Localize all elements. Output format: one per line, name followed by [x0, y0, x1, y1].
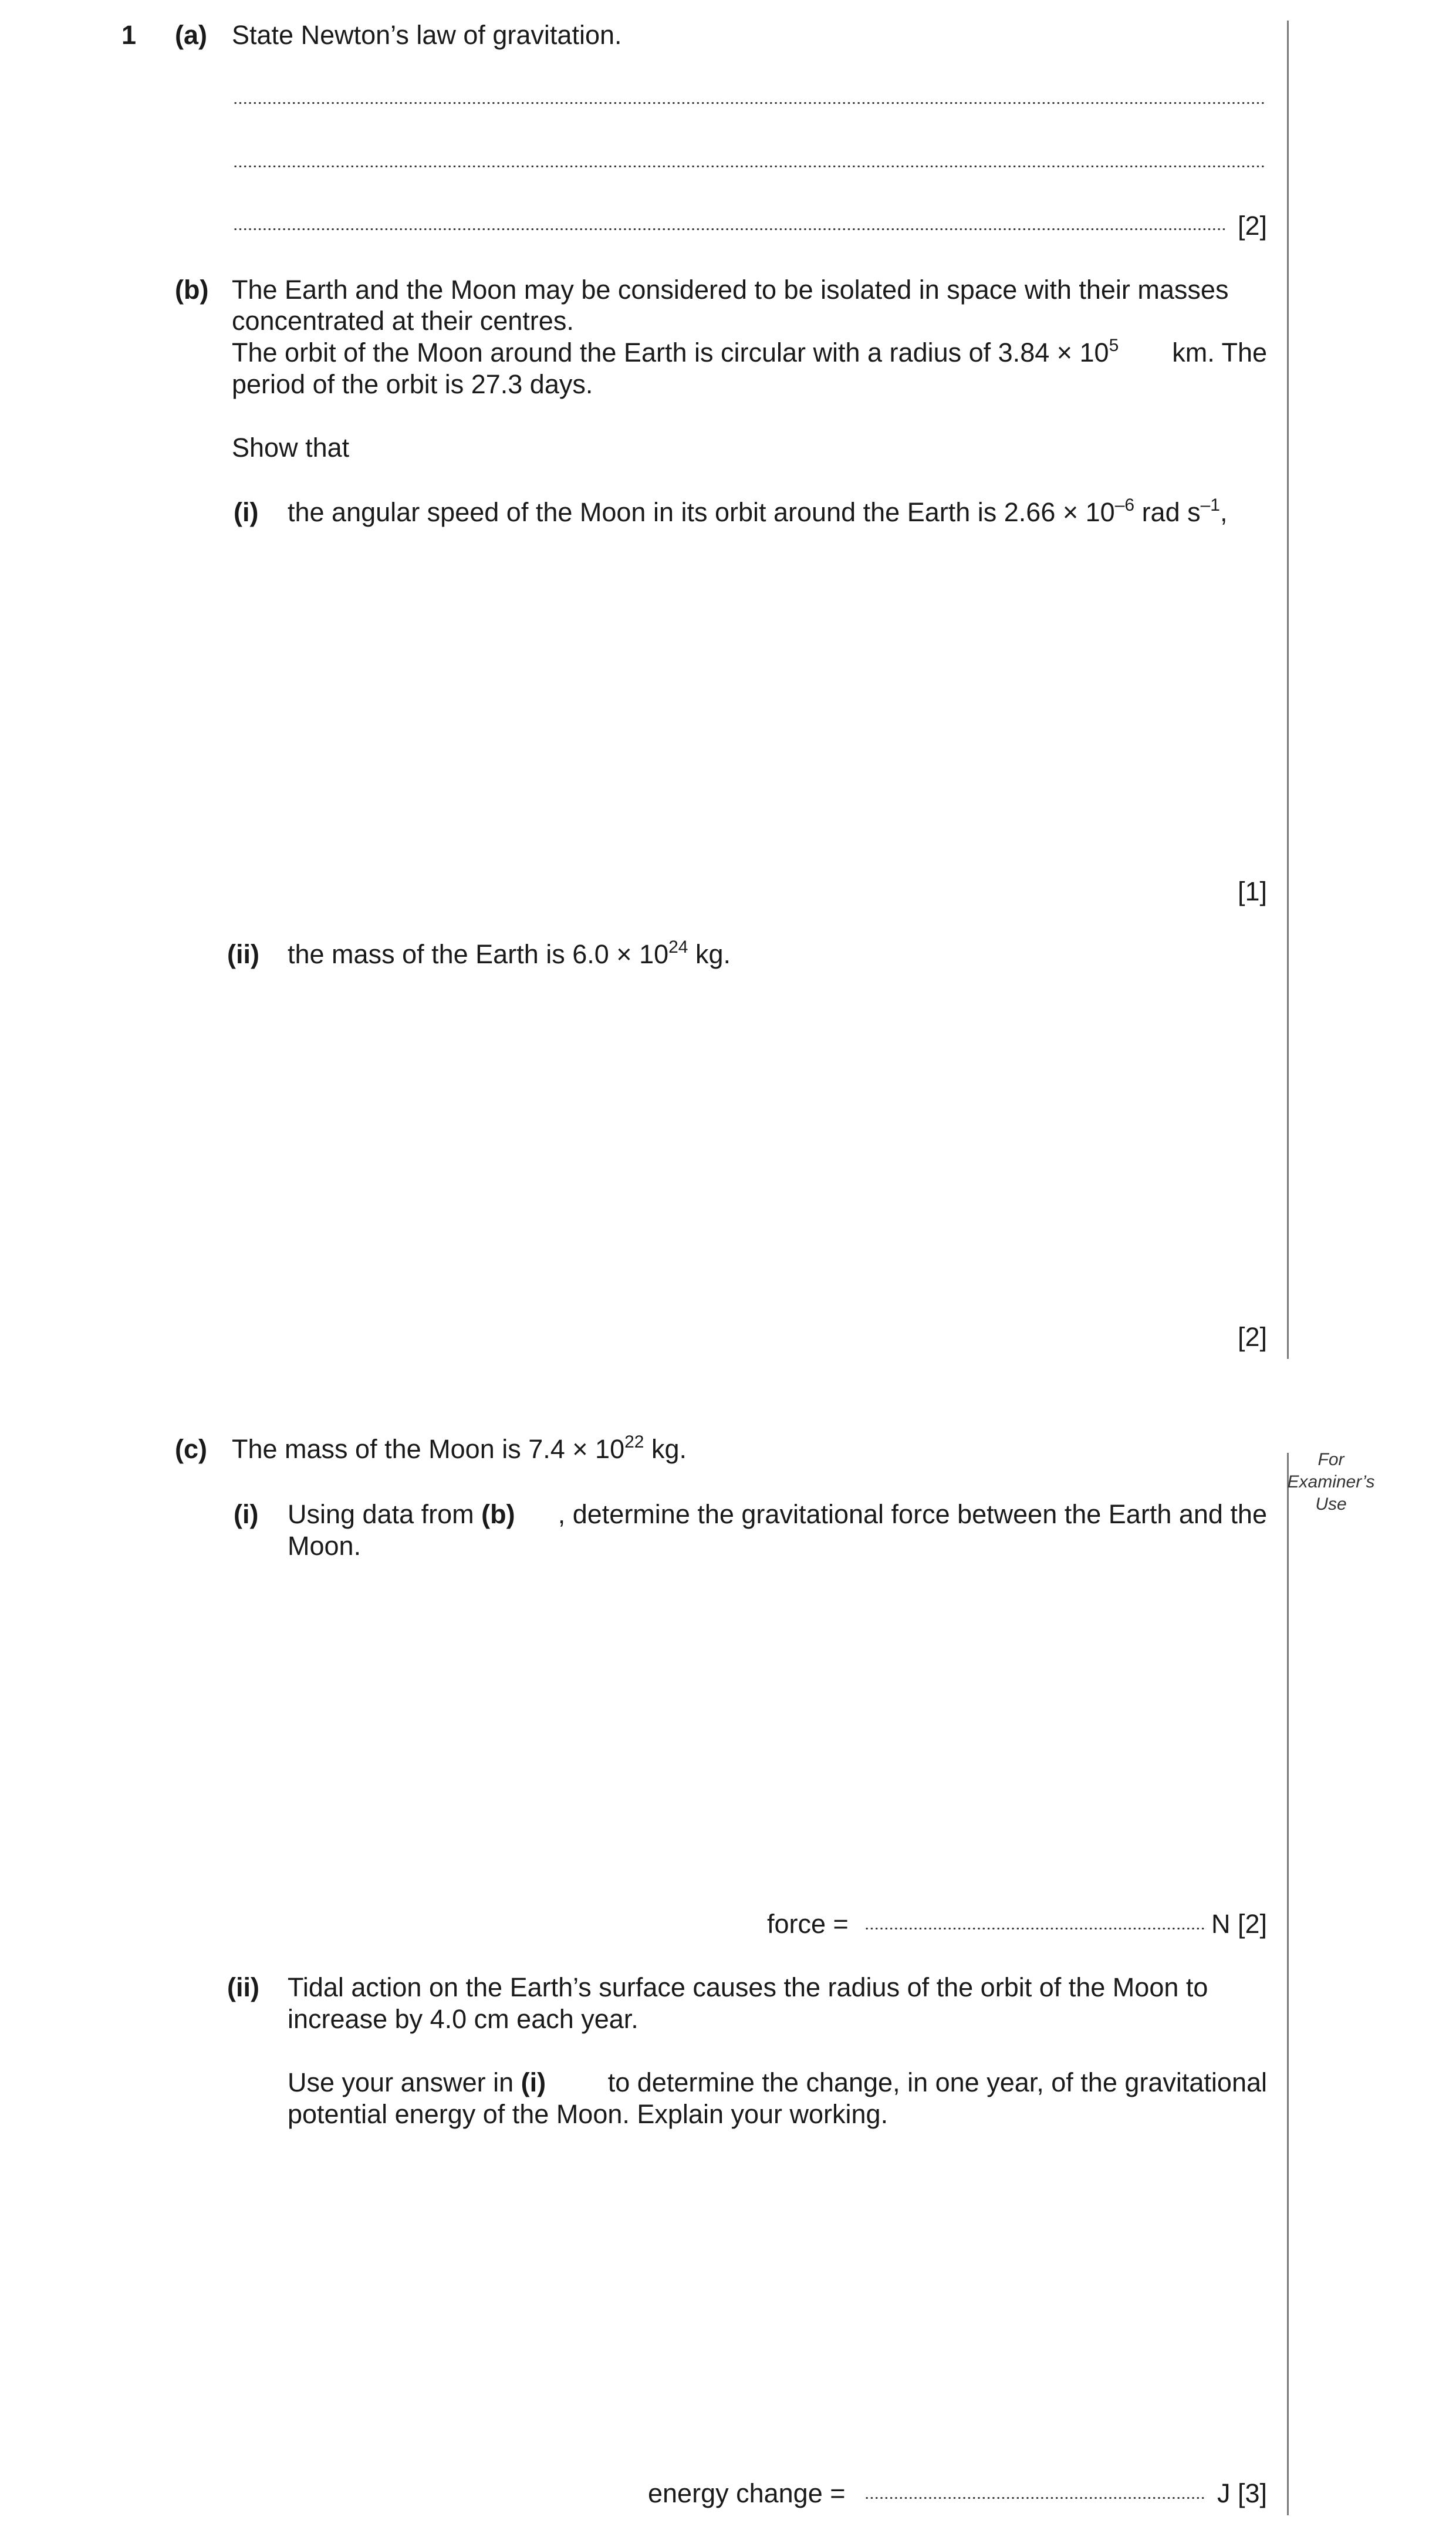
part-b-ii-label: (ii) [227, 939, 259, 969]
part-c-i-line1-start [288, 1498, 515, 1531]
part-b-i-comma: , [1219, 497, 1228, 527]
part-c-ii-line1: Tidal action on the Earth’s surface causes the radius of the orbit of the Moon to [288, 1972, 1208, 2002]
part-c-ii-label: (ii) [227, 1972, 259, 2002]
answer-line-a1[interactable] [233, 102, 1264, 104]
examiner-use-label [1287, 1449, 1375, 1516]
part-b-label: (b) [175, 275, 209, 305]
part-b-i-text: the angular speed of the Moon in its orbit around the Earth is 2.66 × 10 [288, 497, 1115, 527]
part-b-line2: concentrated at their centres. [232, 306, 574, 336]
show-that-text: Show that [232, 433, 350, 463]
part-b-line3-text: The orbit of the Moon around the Earth is circular with a radius of 3.84 × 10 [232, 338, 1109, 367]
energy-answer-line[interactable] [864, 2497, 1206, 2499]
part-b-ii-question [288, 938, 731, 971]
part-c-ii-line2: increase by 4.0 cm each year. [288, 2004, 639, 2034]
force-answer-unit: N [2] [1211, 1909, 1267, 1939]
part-c-text: The mass of the Moon is 7.4 × 10 [232, 1434, 625, 1464]
part-c-ii-line3-text: Use your answer in [288, 2067, 521, 2097]
part-b-i-unit: rad s [1134, 497, 1201, 527]
question-number: 1 [121, 20, 137, 50]
part-b-ii-exponent: 24 [668, 937, 688, 957]
part-c-i-line1-end: , determine the gravitational force between the Earth and the [558, 1499, 1267, 1529]
part-c-ii-line4: potential energy of the Moon. Explain your working. [288, 2099, 889, 2129]
energy-answer-unit: J [3] [1217, 2478, 1267, 2508]
part-c-i-reference: (b) [481, 1499, 515, 1529]
answer-line-a3[interactable] [233, 228, 1227, 230]
part-a-question: State Newton’s law of gravitation. [232, 20, 622, 50]
part-c-i-line2: Moon. [288, 1531, 362, 1561]
force-answer-prefix: force = [767, 1909, 849, 1939]
part-b-i-exponent: –6 [1114, 495, 1135, 515]
part-b-ii-unit: kg. [688, 939, 731, 969]
part-c-label: (c) [175, 1434, 207, 1464]
energy-answer-prefix: energy change = [648, 2478, 846, 2508]
part-c-question [232, 1433, 687, 1466]
part-b-line4: period of the orbit is 27.3 days. [232, 369, 593, 399]
part-b-i-label: (i) [234, 497, 259, 527]
examiner-use-line3: Use [1315, 1494, 1347, 1514]
force-answer-line[interactable] [864, 1928, 1206, 1929]
part-b-i-unit-exponent: –1 [1200, 495, 1220, 515]
part-c-exponent: 22 [624, 1432, 644, 1452]
part-c-ii-line3-end: to determine the change, in one year, of the gravitational [607, 2067, 1267, 2097]
part-b-line3-end: km. The [1172, 338, 1267, 367]
part-b-ii-text: the mass of the Earth is 6.0 × 10 [288, 939, 669, 969]
part-c-i-text: Using data from [288, 1499, 482, 1529]
part-c-ii-line3-start [288, 2066, 546, 2099]
part-b-ii-marks: [2] [1237, 1322, 1267, 1352]
part-b-line3-start [232, 336, 1119, 369]
part-c-unit: kg. [644, 1434, 687, 1464]
part-c-ii-reference: (i) [521, 2067, 546, 2097]
part-b-i-question [288, 496, 1228, 529]
examiner-use-line2: Examiner’s [1287, 1472, 1375, 1492]
part-b-line1: The Earth and the Moon may be considered to be isolated in space with their masses [232, 275, 1229, 305]
part-a-label: (a) [175, 20, 207, 50]
answer-line-a2[interactable] [233, 166, 1264, 167]
part-a-marks: [2] [1237, 211, 1267, 241]
examiner-use-line1: For [1318, 1450, 1344, 1469]
examiner-margin-line-upper [1287, 21, 1289, 1359]
part-b-line3-exponent: 5 [1109, 336, 1119, 355]
part-b-i-marks: [1] [1237, 876, 1267, 906]
examiner-margin-line-lower [1287, 1453, 1289, 2515]
part-c-i-label: (i) [234, 1499, 259, 1529]
